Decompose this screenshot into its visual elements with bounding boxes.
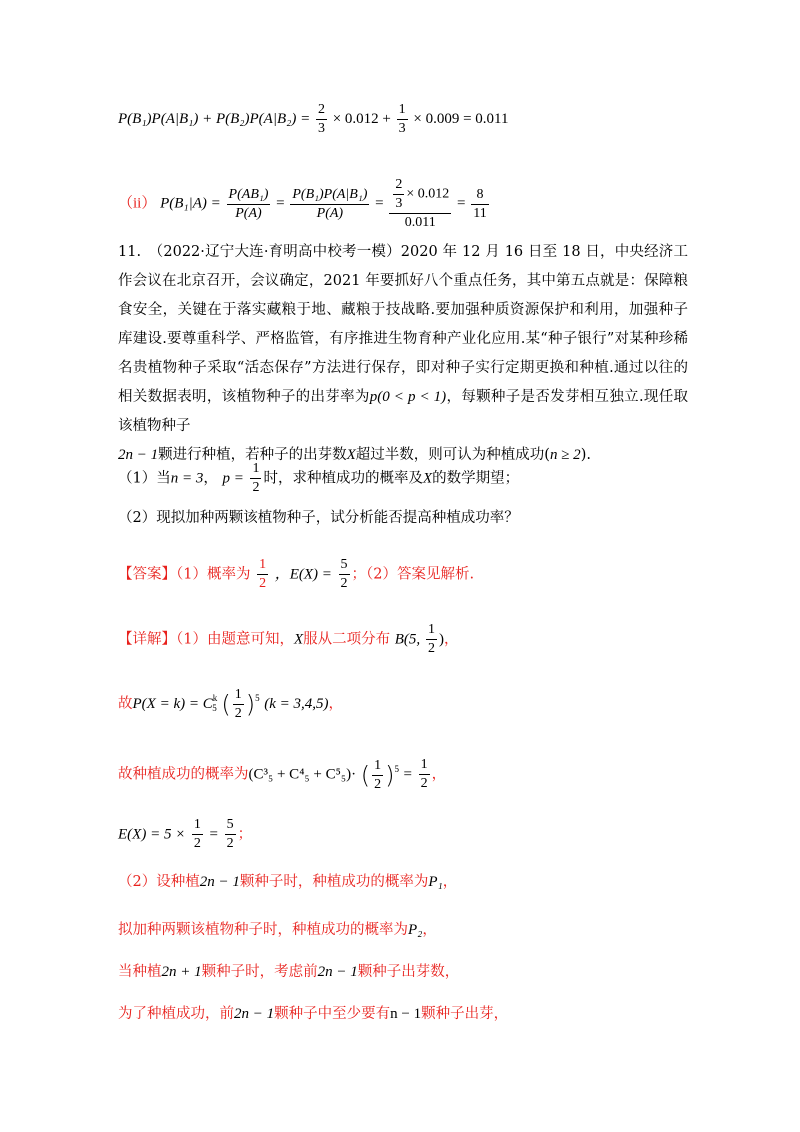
- problem-number-source: 11. （2022·辽宁大连·育明高中校考一模）: [118, 244, 401, 260]
- fraction: $\frac{\text{P(AB₁)}}{P(A)}$: [228, 186, 269, 221]
- formula-total-probability: P(B₁)P(A|B₁) + P(B₂)P(A|B₂) = $\frac{2}{3}$ × 0.012 + $\frac{1}{3}$ × 0.009 = 0.011: [118, 102, 509, 136]
- fraction: $\frac{2}{3}$: [317, 102, 325, 136]
- detail-line-4: E(X) = 5 × $\frac{1}{2}$ = $\frac{5}{2}$ ；: [118, 817, 253, 851]
- formula-bayes: （ii） P(B₁|A) = $\frac{\text{P(AB₁)}}{P(A)}$ = $\frac{\text{P(B₁)P(A|B₁)}}{P(A)}$ = $\frac{2}{3}$ × 0.012 0.011 = $\frac{8}{11}$: [118, 177, 487, 230]
- answer-tag: 【答案】: [118, 566, 176, 583]
- fraction: $\frac{1}{3}$: [398, 102, 406, 136]
- fraction: $\frac{8}{11}$: [473, 186, 487, 221]
- detail-line-1: 【详解】（1）由题意可知，X服从二项分布 B(5, $\frac{1}{2}$ )，: [118, 622, 459, 656]
- detail-line-3: 故种植成功的概率为(C³₅ + C⁴₅ + C⁵₅)· ( $\frac{1}{2}$ )$^5$ = $\frac{1}{2}$ ，: [118, 757, 447, 792]
- detail-line-7: 当种植2n + 1颗种子时，考虑前2n − 1颗种子出芽数，: [118, 964, 460, 980]
- problem-statement: 11. （2022·辽宁大连·育明高中校考一模）2020 年 12 月 16 日至 18 日，中央经济工作会议在北京召开，会议确定，2021 年要抓好八个重点任务，其中第五点就是：保障粮食安全，关键在于落实藏粮于地、藏粮于技战略.要加强种质资源保护和利用，加强种子库建设.要尊重科学、严格监管，有序推进生物育种产业化应用.某“种子银行”对某种珍稀名贵植物种子采取“活态保存”方法进行保存，即对种子实行定期更换和种植.通过以往的相关数据表明，该植物种子的出芽率为p(0 < p < 1)，每颗种子是否发芽相互独立.现任取该植物种子 2n − 1颗进行种植，若种子的出芽数X超过半数，则可认为种植成功(n ≥ 2).: [118, 244, 689, 463]
- answer-line: 【答案】（1）概率为 $\frac{1}{2}$ ，E(X) = $\frac{5}{2}$ ；（2）答案见解析.: [118, 557, 475, 591]
- question-1: （1）当n = 3， p = $\frac{1}{2}$ 时，求种植成功的概率及X的数学期望；: [118, 461, 520, 495]
- fraction: $\frac{2}{3}$ × 0.012 0.011: [389, 178, 451, 230]
- fraction: $\frac{5}{2}$: [226, 817, 234, 851]
- fraction: $\frac{1}{2}$: [193, 817, 201, 851]
- fraction: $\frac{1}{2}$: [259, 557, 267, 591]
- detail-line-2: 故$P(X = k) = C^k_5$ ( $\frac{1}{2}$ )$^5$ (k = 3,4,5)，: [118, 687, 343, 722]
- fraction: $\frac{5}{2}$: [340, 557, 348, 591]
- fraction: $\frac{\text{P(B₁)P(A|B₁)}}{P(A)}$: [292, 186, 368, 221]
- question-2: （2）现拟加种两颗该植物种子，试分析能否提高种植成功率？: [118, 510, 519, 526]
- fraction: $\frac{1}{2}$: [420, 757, 428, 791]
- detail-line-6: 拟加种两颗该植物种子时，种植成功的概率为P₂，: [118, 922, 437, 938]
- fraction: $\frac{1}{2}$: [252, 461, 260, 495]
- detail-line-5: （2）设种植2n − 1颗种子时，种植成功的概率为P₁，: [118, 874, 458, 890]
- fraction: $\frac{1}{2}$: [427, 622, 435, 656]
- detail-line-8: 为了种植成功，前2n − 1颗种子中至少要有n − 1颗种子出芽，: [118, 1006, 509, 1022]
- detail-tag: 【详解】: [118, 631, 176, 648]
